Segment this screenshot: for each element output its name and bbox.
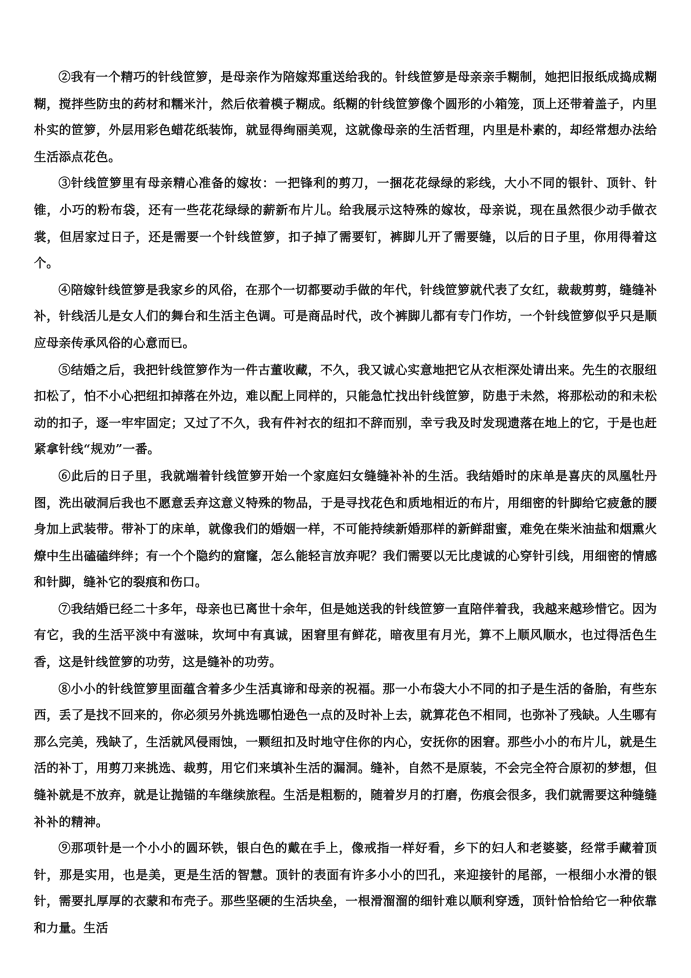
paragraph-4: ④陪嫁针线笸箩是我家乡的风俗，在那个一切都要动手做的年代，针线笸箩就代表了女红，裁裁剪剪，缝缝补补，针线活儿是女人们的舞台和生活主色调。可是商品时代，改个裤脚儿都有专门作坊，一个针线笸箩似乎只是顺应母亲传承风俗的心意而已。 [34,282,657,350]
paragraph-6: ⑥此后的日子里，我就端着针线笸箩开始一个家庭妇女缝缝补补的生活。我结婚时的床单是喜庆的凤凰牡丹图，洗出破洞后我也不愿意丢弃这意义特殊的物品，于是寻找花色和质地相近的布片，用细密的针脚给它疲惫的腰身加上武装带。带补丁的床单，就像我们的婚姻一样，不可能持续新婚那样的新鲜甜蜜，难免在柴米油盐和烟熏火燎中生出磕磕绊绊；有一个个隐约的窟窿，怎么能轻言放弃呢？我们需要以无比虔诚的心穿针引线，用细密的情感和针脚，缝补它的裂痕和伤口。 [34,468,657,590]
paragraph-2: ②我有一个精巧的针线笸箩，是母亲作为陪嫁郑重送给我的。针线笸箩是母亲亲手糊制，她把旧报纸成捣成糊糊，搅拌些防虫的药材和糯米汁，然后依着模子糊成。纸糊的针线笸箩像个圆形的小箱笼，顶上还带着盖子，内里朴实的笸箩，外层用彩色蜡花纸装饰，就显得绚丽美观，这就像母亲的生活哲理，内里是朴素的，却经常想办法给生活添点花色。 [34,70,657,164]
paragraph-3: ③针线笸箩里有母亲精心准备的嫁妆：一把锋利的剪刀，一捆花花绿绿的彩线，大小不同的银针、顶针、针锥，小巧的粉布袋，还有一些花花绿绿的薪新布片儿。给我展示这特殊的嫁妆，母亲说，现在虽然很少动手做衣裳，但居家过日子，还是需要一个针线笸箩，扣子掉了需要钉，裤脚儿开了需要缝，以后的日子里，你用得着这个。 [34,176,657,271]
paragraph-5: ⑤结婚之后，我把针线笸箩作为一件古董收藏，不久，我又诚心实意地把它从衣柜深处请出来。先生的衣服纽扣松了，怕不小心把纽扣掉落在外边，难以配上同样的，只能急忙找出针线笸箩，防患于未然，将那松动的和未松动的扣子，逐一牢牢固定；又过了不久，我有件衬衣的纽扣不辞而别，幸亏我及时发现遗落在地上的它，于是也赶紧拿针线“规劝”一番。 [34,362,657,457]
paragraph-8: ⑧小小的针线笸箩里面蕴含着多少生活真谛和母亲的祝福。那一小布袋大小不同的扣子是生活的备胎，有些东西，丢了是找不回来的，你必须另外挑选哪怕逊色一点的及时补上去，就算花色不相同，也弥补了残缺。人生哪有那么完美，残缺了，生活就风侵雨蚀，一颗纽扣及时地守住你的内心，安抚你的困窘。那些小小的布片儿，就是生活的补丁，用剪刀来挑选、裁剪，用它们来填补生活的漏洞。缝补，自然不是原装，不会完全符合原初的梦想，但缝补就是不放弃，就是让抛锚的车继续旅程。生活是粗粝的，随着岁月的打磨，伤痕会很多，我们就需要这种缝缝补补的精神。 [34,681,657,829]
paragraph-9: ⑨那项针是一个小小的圆环铁，银白色的戴在手上，像戒指一样好看，乡下的妇人和老婆婆，经常手藏着顶针，那是实用，也是美，更是生活的智慧。顶针的表面有许多小小的凹孔，来迎接针的尾部，一根细小水滑的银针，需要扎厚厚的衣蒙和布壳子。那些坚硬的生活块垒，一根滑溜溜的细针难以顺利穿透，顶针恰恰给它一种依靠和力量。生活 [34,841,657,935]
paragraph-7: ⑦我结婚已经二十多年，母亲也已离世十余年，但是她送我的针线笸箩一直陪伴着我，我越来越珍惜它。因为有它，我的生活平淡中有滋味，坎坷中有真诚，困窘里有鲜花，暗夜里有月光，算不上顺风顺水，也过得活色生香，这是针线笸箩的功劳，这是缝补的功劳。 [34,601,657,670]
